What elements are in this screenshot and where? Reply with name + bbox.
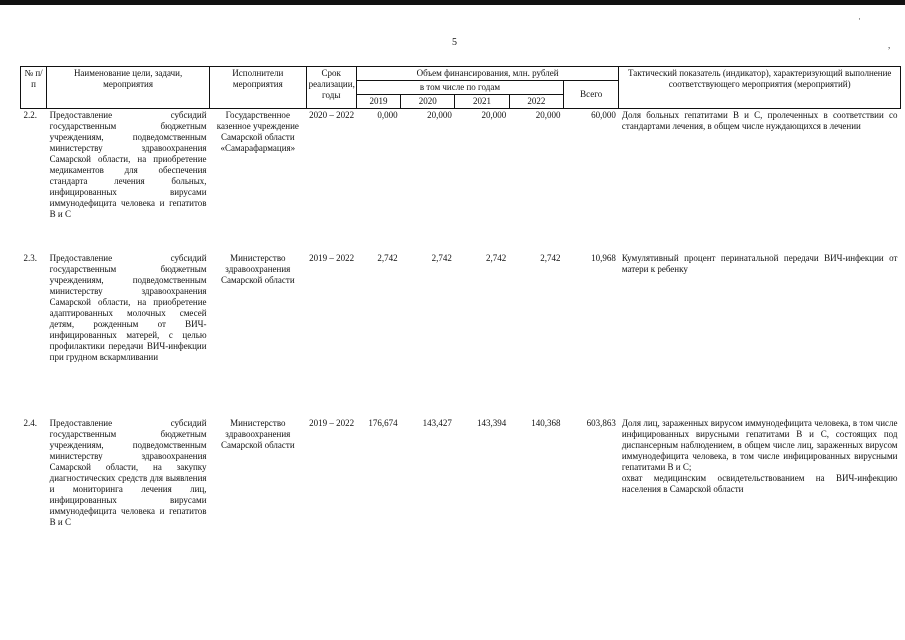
indicator-line: охват медицинским освидетельствованием на ВИЧ-инфекцию населения в Самарской области — [621, 473, 898, 494]
row-executor: Министерство здравоохранения Самарской области — [220, 253, 295, 285]
row-value-2020: 143,427 — [422, 418, 452, 428]
row-term: 2019 – 2022 — [309, 418, 355, 428]
row-total: 603,863 — [586, 418, 616, 428]
row-value-2022: 20,000 — [535, 110, 561, 120]
row-goal: Предоставление субсидий государственным бюджетным учреждениям, подведомственным министерству здравоохранения Самарской области, на приобретение медикаментов для обеспечения стандарта лечения больных, инфицированных вирусами иммунодефицита человека и гепатитов В и С — [49, 110, 207, 219]
row-value-2021: 20,000 — [481, 110, 507, 120]
header-financing: Объем финансирования, млн. рублей — [356, 67, 618, 81]
financing-table — [20, 66, 901, 566]
header-goal: Наименование цели, задачи, мероприятия — [47, 67, 210, 109]
page-number: 5 — [452, 37, 457, 48]
header-year-2019: 2019 — [356, 95, 400, 109]
header-term: Срок реализации, годы — [306, 67, 356, 109]
row-term: 2020 – 2022 — [309, 110, 355, 120]
header-year-2021: 2021 — [455, 95, 509, 109]
scan-top-border — [0, 0, 905, 5]
row-number: 2.4. — [23, 418, 37, 428]
row-indicator: Доля больных гепатитами В и С, пролеченных в соответствии со стандартами лечения, в общем числе нуждающихся в лечении — [621, 110, 898, 131]
row-goal: Предоставление субсидий государственным бюджетным учреждениям, подведомственным министерству здравоохранения Самарской области, на закупку диагностических средств для выявления и мониторинга лечения лиц, инфицированных вирусами иммунодефицита человека и гепатитов В и С — [49, 418, 207, 527]
row-value-2020: 2,742 — [431, 253, 452, 263]
row-value-2019: 176,674 — [368, 418, 398, 428]
header-by-years: в том числе по годам — [356, 81, 563, 95]
row-goal: Предоставление субсидий государственным бюджетным учреждениям, подведомственным министерству здравоохранения Самарской области, на приобретение адаптированных молочных смесей детям, рожденным от ВИЧ-инфицированных матерей, с целью профилактики передачи ВИЧ-инфекции при грудном вскармливании — [49, 253, 207, 362]
row-value-2022: 140,368 — [531, 418, 561, 428]
row-number: 2.2. — [23, 110, 37, 120]
header-indicator: Тактический показатель (индикатор), характеризующий выполнение соответствующего мероприятия (мероприятий) — [619, 67, 901, 109]
row-indicator — [619, 418, 901, 566]
table-row — [21, 253, 901, 418]
row-value-2021: 143,394 — [476, 418, 507, 428]
row-value-2019: 0,000 — [377, 110, 398, 120]
scan-speck: · — [858, 14, 861, 24]
header-executors: Исполнители мероприятия — [210, 67, 307, 109]
header-year-2020: 2020 — [401, 95, 455, 109]
table-row — [21, 109, 901, 254]
row-term: 2019 – 2022 — [309, 253, 355, 263]
row-executor: Государственное казенное учреждение Самарской области «Самарафармация» — [216, 110, 299, 153]
scan-speck: , — [888, 40, 891, 50]
row-total: 60,000 — [591, 110, 616, 120]
row-value-2022: 2,742 — [540, 253, 561, 263]
table-row — [21, 418, 901, 566]
row-value-2021: 2,742 — [485, 253, 507, 263]
row-value-2020: 20,000 — [427, 110, 452, 120]
header-num: № п/п — [21, 67, 47, 109]
header-year-2022: 2022 — [509, 95, 563, 109]
row-number: 2.3. — [23, 253, 37, 263]
row-total: 10,968 — [591, 253, 616, 263]
header-total: Всего — [563, 81, 618, 109]
row-executor: Министерство здравоохранения Самарской области — [220, 418, 295, 450]
indicator-line: Доля лиц, зараженных вирусом иммунодефицита человека, в том числе инфицированных вирусными гепатитами В и С, состоящих под диспансерным наблюдением, в общем числе лиц, зараженных вирусом иммунодефицита человека, в том числе инфицированных вирусными гепатитами В и С; — [621, 418, 898, 472]
row-indicator: Кумулятивный процент перинатальной передачи ВИЧ-инфекции от матери к ребенку — [621, 253, 898, 274]
row-value-2019: 2,742 — [377, 253, 398, 263]
